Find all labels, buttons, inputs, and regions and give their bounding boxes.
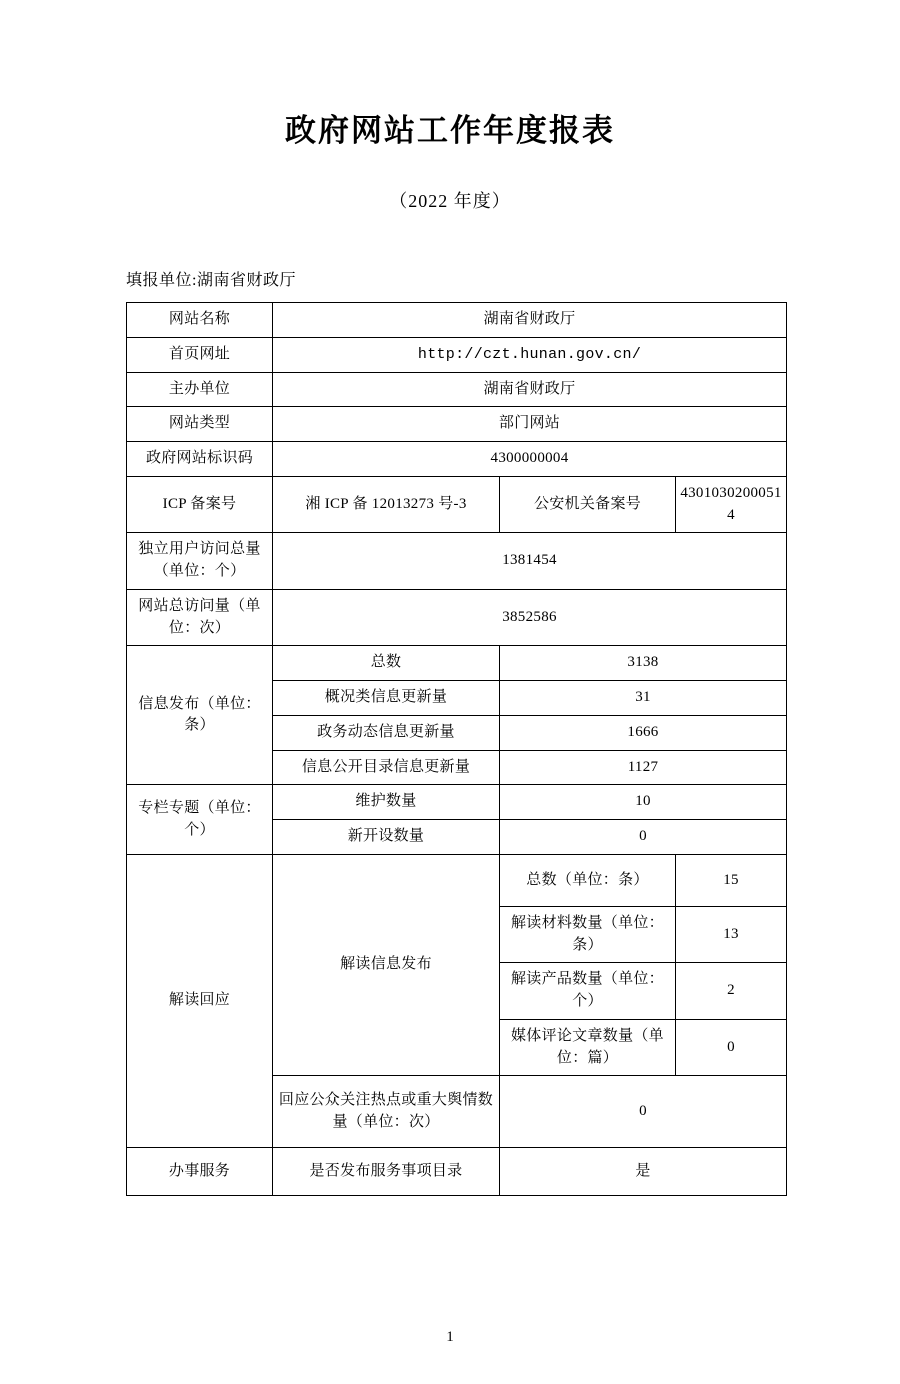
column-topic-label: 专栏专题（单位：个） [127,785,273,855]
service-catalog-value: 是 [500,1148,787,1196]
document-page [0,112,900,1384]
icp-label: ICP 备案号 [127,476,273,533]
info-publish-item-name: 概况类信息更新量 [273,681,500,716]
info-publish-item-name: 政务动态信息更新量 [273,715,500,750]
table-row [127,533,787,590]
column-topic-item-value: 0 [500,820,787,855]
table-row [127,337,787,372]
page-title: 政府网站工作年度报表 [285,113,615,148]
homepage-value: http://czt.hunan.gov.cn/ [273,337,787,372]
interpret-item-name: 解读材料数量（单位：条） [500,906,676,963]
icp-value: 湘 ICP 备 12013273 号-3 [273,476,500,533]
table-row [127,303,787,338]
site-name-value: 湖南省财政厅 [273,303,787,338]
unique-visitors-label: 独立用户访问总量（单位：个） [127,533,273,590]
homepage-label: 首页网址 [127,337,273,372]
info-publish-item-value: 3138 [500,646,787,681]
police-record-label: 公安机关备案号 [500,476,676,533]
page-number: 1 [446,1329,454,1345]
column-topic-item-name: 新开设数量 [273,820,500,855]
info-publish-item-value: 1127 [500,750,787,785]
service-label: 办事服务 [127,1148,273,1196]
hot-response-value: 0 [500,1076,787,1148]
interpret-item-value: 2 [676,963,787,1020]
interpret-item-value: 15 [676,854,787,906]
page-subtitle: （2022 年度） [389,191,511,212]
info-publish-item-name: 信息公开目录信息更新量 [273,750,500,785]
gov-code-value: 4300000004 [273,442,787,477]
interpret-item-name: 总数（单位：条） [500,854,676,906]
host-value: 湖南省财政厅 [273,372,787,407]
police-record-value: 43010302000514 [676,476,787,533]
info-publish-item-value: 1666 [500,715,787,750]
report-unit-line: 填报单位:湖南省财政厅 [126,272,296,290]
interpret-item-name: 媒体评论文章数量（单位：篇） [500,1019,676,1076]
host-label: 主办单位 [127,372,273,407]
interpret-publish-label: 解读信息发布 [273,854,500,1076]
gov-code-label: 政府网站标识码 [127,442,273,477]
interpret-item-value: 13 [676,906,787,963]
table-row [127,646,787,681]
annual-report-table [126,302,787,1196]
column-topic-item-name: 维护数量 [273,785,500,820]
table-row [127,407,787,442]
total-visits-value: 3852586 [273,589,787,646]
info-publish-label: 信息发布（单位：条） [127,646,273,785]
unique-visitors-value: 1381454 [273,533,787,590]
info-publish-item-name: 总数 [273,646,500,681]
hot-response-label: 回应公众关注热点或重大舆情数量（单位：次） [273,1076,500,1148]
table-row [127,1148,787,1196]
column-topic-item-value: 10 [500,785,787,820]
total-visits-label: 网站总访问量（单位：次） [127,589,273,646]
site-type-value: 部门网站 [273,407,787,442]
service-catalog-label: 是否发布服务事项目录 [273,1148,500,1196]
table-row [127,476,787,533]
site-type-label: 网站类型 [127,407,273,442]
interpret-response-label: 解读回应 [127,854,273,1148]
table-row [127,854,787,906]
interpret-item-name: 解读产品数量（单位：个） [500,963,676,1020]
table-row [127,372,787,407]
site-name-label: 网站名称 [127,303,273,338]
interpret-item-value: 0 [676,1019,787,1076]
table-row [127,589,787,646]
table-row [127,442,787,477]
table-row [127,785,787,820]
info-publish-item-value: 31 [500,681,787,716]
